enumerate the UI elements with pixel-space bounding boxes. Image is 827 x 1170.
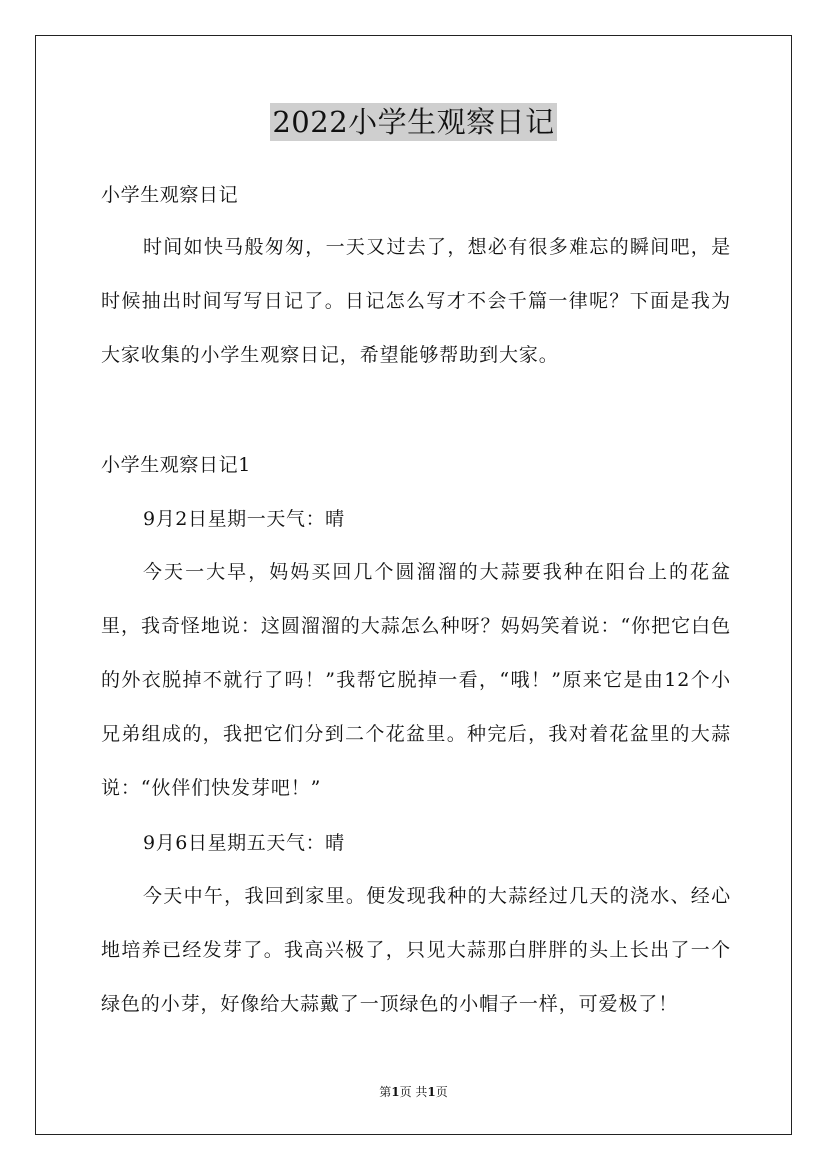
subtitle: 小学生观察日记 — [101, 184, 239, 206]
intro-paragraph: 时间如快马般匆匆，一天又过去了，想必有很多难忘的瞬间吧，是时候抽出时间写写日记了。日记怎么写才不会千篇一律呢？下面是我为大家收集的小学生观察日记，希望能够帮助到大家。 — [101, 236, 731, 366]
footer-page-total: 1 — [427, 1085, 436, 1099]
footer-page-prefix: 第 — [379, 1085, 392, 1099]
entry-paragraph-1: 今天一大早，妈妈买回几个圆溜溜的大蒜要我种在阳台上的花盆里，我奇怪地说：这圆溜溜的大蒜怎么种呀？妈妈笑着说：“你把它白色的外衣脱掉不就行了吗！”我帮它脱掉一看，“哦！”原来它是由12个小兄弟组成的，我把它们分到二个花盆里。种完后，我对着花盆里的大蒜说：“伙伴们快发芽吧！” — [101, 561, 731, 799]
document-title: 2022小学生观察日记 — [272, 105, 555, 139]
entry-date-1: 9月2日星期一天气：晴 — [143, 508, 345, 530]
footer-page-current: 1 — [391, 1085, 400, 1099]
footer-page-suffix: 页 — [435, 1085, 448, 1099]
entry-date-2: 9月6日星期五天气：晴 — [143, 832, 345, 854]
entry-paragraph-2: 今天中午，我回到家里。便发现我种的大蒜经过几天的浇水、经心地培养已经发芽了。我高兴极了，只见大蒜那白胖胖的头上长出了一个绿色的小芽，好像给大蒜戴了一顶绿色的小帽子一样，可爱极了！ — [101, 885, 731, 1015]
page-footer — [0, 1083, 827, 1101]
title-container — [0, 103, 827, 141]
footer-page-mid: 页 共 — [399, 1085, 428, 1099]
entry-heading: 小学生观察日记1 — [101, 454, 251, 476]
